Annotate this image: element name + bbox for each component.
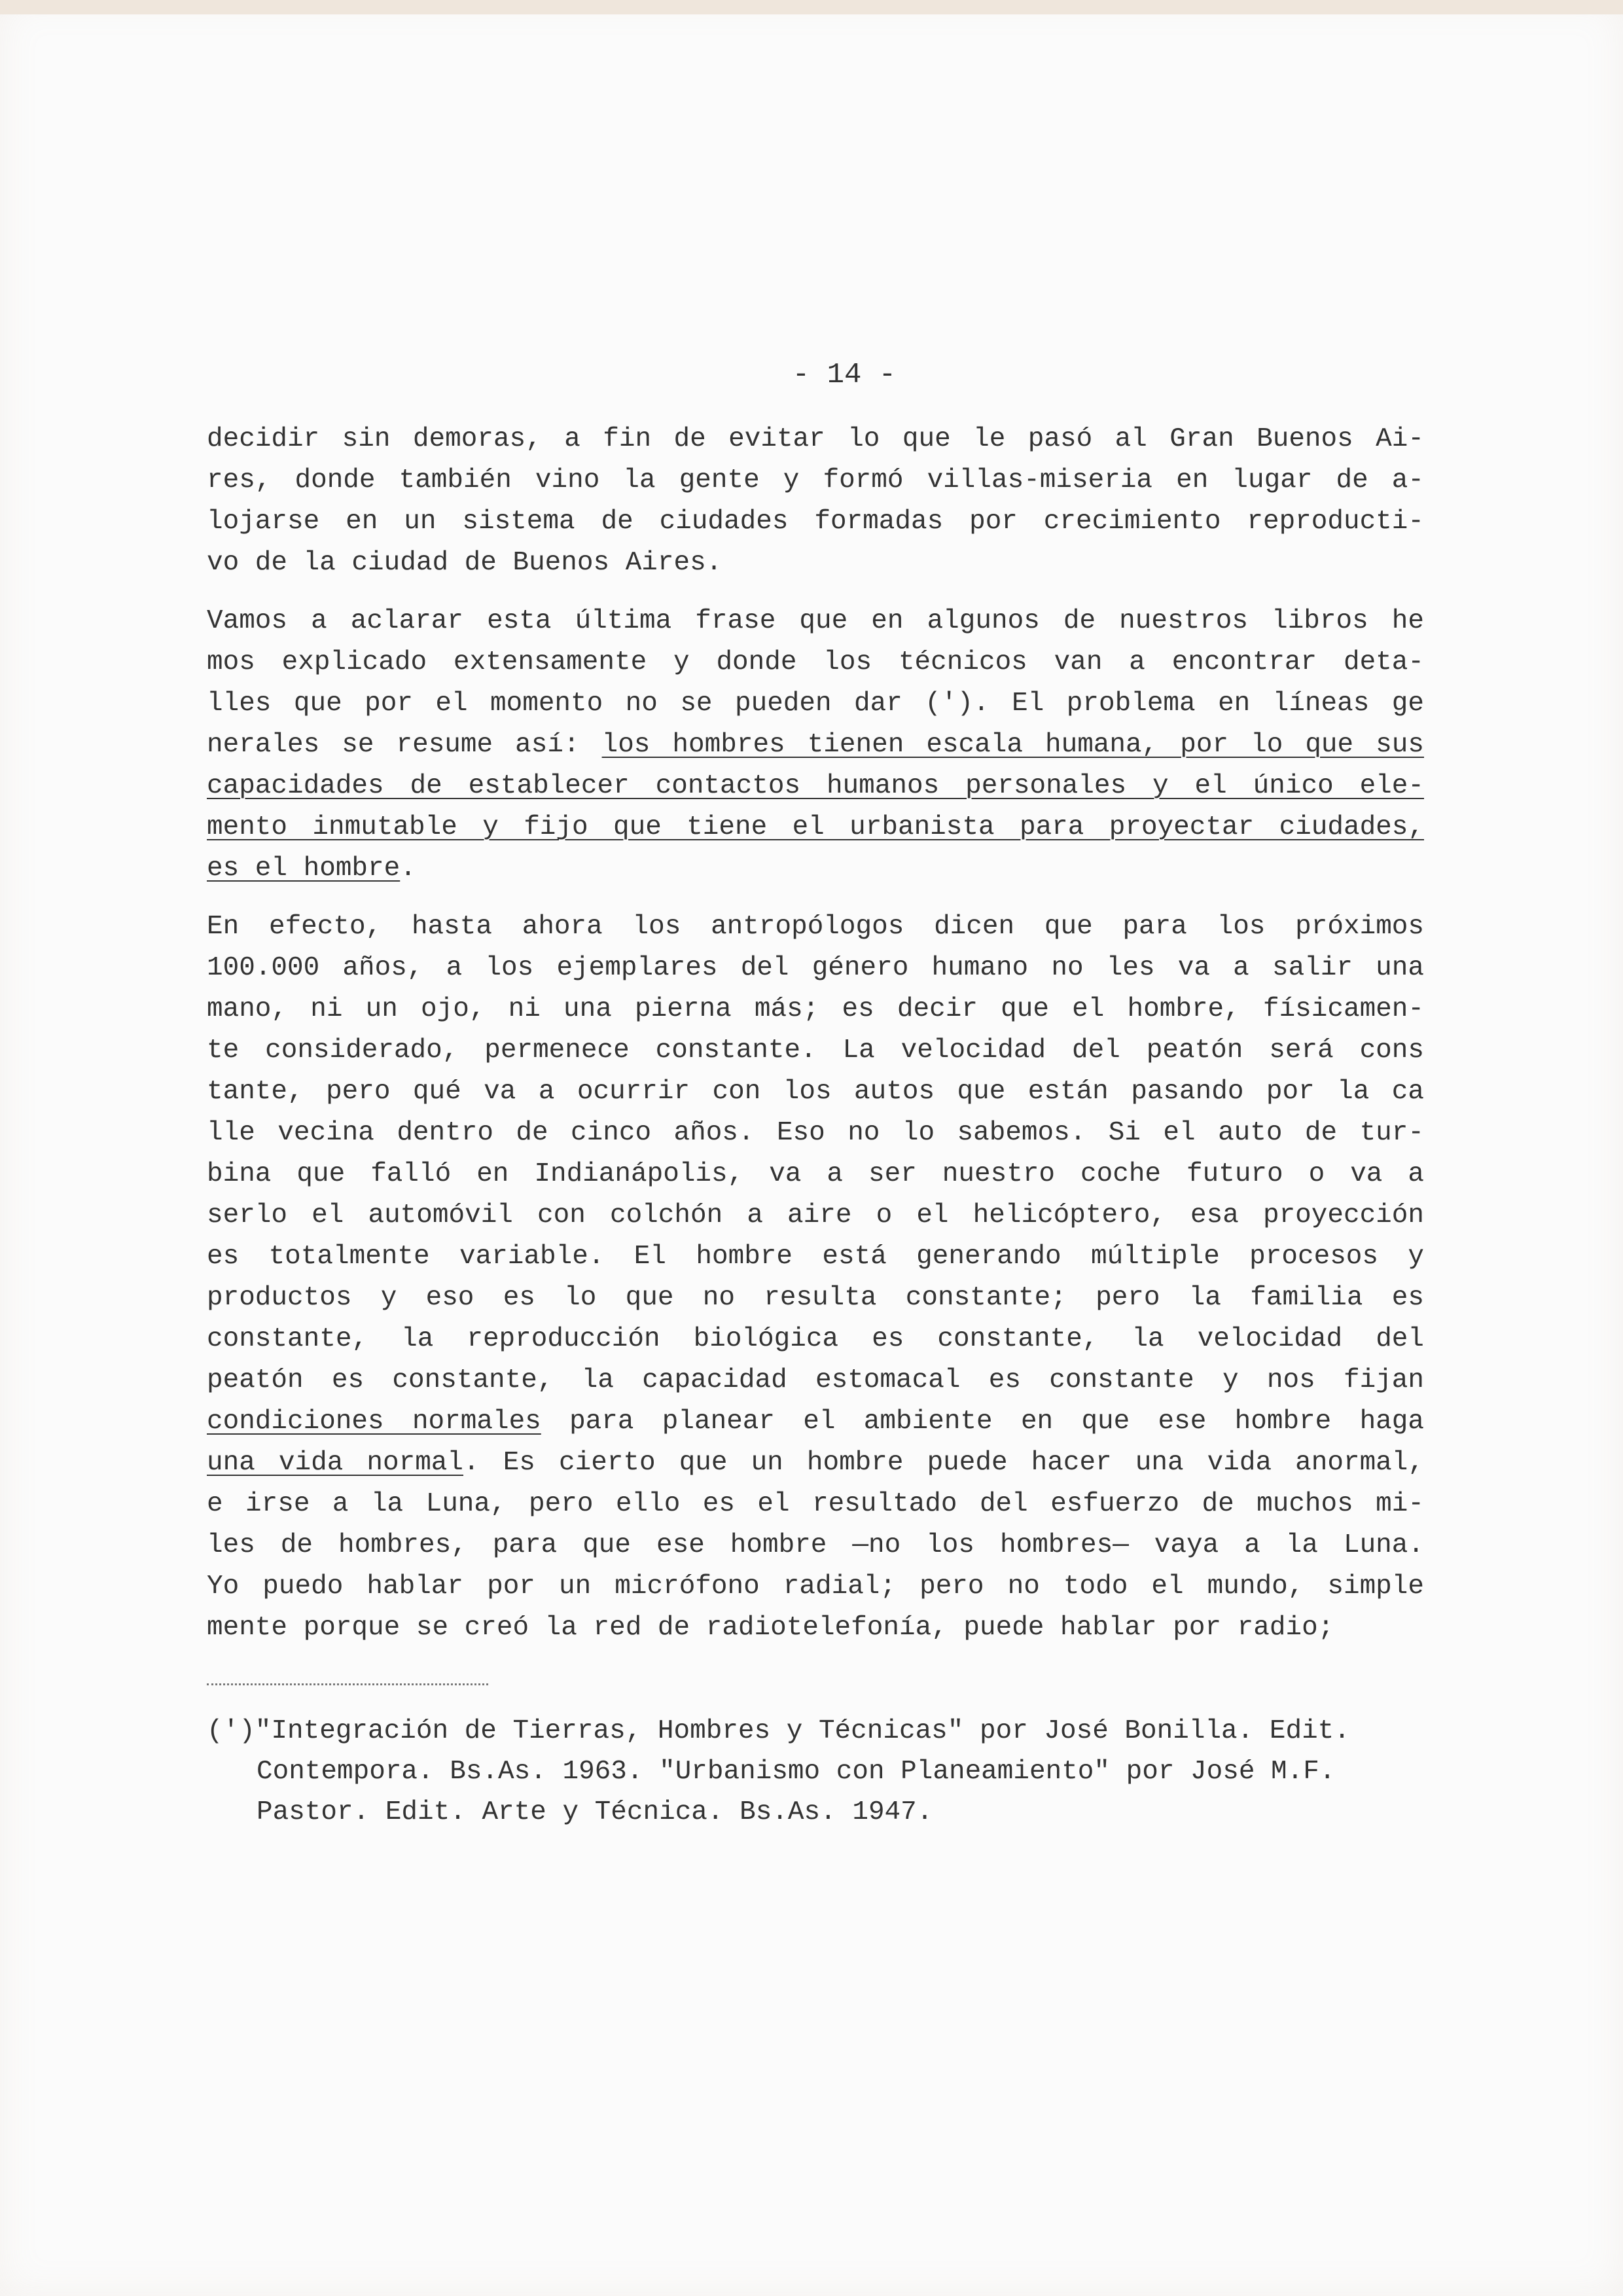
text-segment: te considerado, permenece constante. La velocidad del peatón será cons — [207, 1035, 1424, 1066]
text-segment: serlo el automóvil con colchón a aire o el helicóptero, esa proyección — [207, 1200, 1424, 1230]
paper-top-edge — [0, 0, 1623, 14]
footnote-line: Contempora. Bs.As. 1963. "Urbanismo con Planeamiento" por José M.F. — [257, 1757, 1336, 1787]
text-line — [207, 1607, 1424, 1649]
text-segment: res, donde también vino la gente y formó villas-miseria en lugar de a- — [207, 465, 1424, 495]
text-segment: . Es cierto que un hombre puede hacer una vida anormal, — [463, 1448, 1424, 1478]
text-segment: mos explicado extensamente y donde los técnicos van a encontrar deta- — [207, 647, 1424, 677]
text-segment: decidir sin demoras, a fin de evitar lo que le pasó al Gran Buenos Ai- — [207, 424, 1424, 454]
text-segment: Vamos a aclarar esta última frase que en algunos de nuestros libros he — [207, 606, 1424, 636]
text-line — [207, 1113, 1424, 1154]
text-line — [207, 1319, 1424, 1360]
text-line — [207, 1484, 1424, 1525]
text-segment: es totalmente variable. El hombre está generando múltiple procesos y — [207, 1242, 1424, 1272]
body-text — [207, 419, 1424, 1649]
text-segment: lojarse en un sistema de ciudades formadas por crecimiento reproducti- — [207, 507, 1424, 537]
text-line — [207, 1236, 1424, 1278]
footnote — [207, 1711, 1424, 1833]
text-line — [207, 1278, 1424, 1319]
paragraph-gap — [207, 889, 1424, 906]
text-line — [207, 1525, 1424, 1566]
text-segment: vo de la ciudad de Buenos Aires. — [207, 548, 722, 578]
text-segment: bina que falló en Indianápolis, va a ser nuestro coche futuro o va a — [207, 1159, 1424, 1189]
text-segment: mente porque se creó la red de radiotelefonía, puede hablar por radio; — [207, 1613, 1334, 1643]
text-line — [207, 1030, 1424, 1071]
text-segment: En efecto, hasta ahora los antropólogos dicen que para los próximos — [207, 912, 1424, 942]
text-line — [207, 906, 1424, 948]
underlined-text: una vida normal — [207, 1448, 464, 1478]
underlined-text: es el hombre — [207, 853, 401, 884]
text-line — [207, 1566, 1424, 1607]
text-segment: para planear el ambiente en que ese hombre haga — [541, 1407, 1424, 1437]
text-segment: productos y eso es lo que no resulta constante; pero la familia es — [207, 1283, 1424, 1313]
text-line — [207, 1360, 1424, 1401]
text-line — [207, 543, 1424, 584]
text-segment: lle vecina dentro de cinco años. Eso no lo sabemos. Si el auto de tur- — [207, 1118, 1424, 1148]
text-segment: nerales se resume así: — [207, 730, 602, 760]
page-number: - 14 - — [792, 359, 897, 391]
underlined-text: mento inmutable y fijo que tiene el urbanista para proyectar ciudades, — [207, 812, 1424, 842]
text-line — [207, 601, 1424, 642]
text-line — [207, 1401, 1424, 1443]
footnote-separator — [207, 1683, 488, 1685]
text-segment: peatón es constante, la capacidad estomacal es constante y nos fijan — [207, 1365, 1424, 1395]
text-segment: lles que por el momento no se pueden dar ('). El problema en líneas ge — [207, 689, 1424, 719]
text-segment: Yo puedo hablar por un micrófono radial; pero no todo el mundo, simple — [207, 1571, 1424, 1602]
text-segment: constante, la reproducción biológica es constante, la velocidad del — [207, 1324, 1424, 1354]
text-line — [207, 1443, 1424, 1484]
text-line — [207, 848, 1424, 889]
paragraph-gap — [207, 584, 1424, 601]
text-line — [207, 642, 1424, 683]
underlined-text: los hombres tienen escala humana, por lo que sus — [601, 730, 1424, 760]
text-line — [207, 1071, 1424, 1113]
text-line — [207, 1154, 1424, 1195]
text-line — [207, 501, 1424, 543]
footnote-line: Pastor. Edit. Arte y Técnica. Bs.As. 1947. — [257, 1797, 933, 1827]
text-line — [207, 807, 1424, 848]
text-segment: . — [400, 853, 416, 884]
text-line — [207, 948, 1424, 989]
text-line — [207, 989, 1424, 1030]
text-line — [207, 725, 1424, 766]
text-segment: mano, ni un ojo, ni una pierna más; es decir que el hombre, físicamen- — [207, 994, 1424, 1024]
text-segment: e irse a la Luna, pero ello es el resultado del esfuerzo de muchos mi- — [207, 1489, 1424, 1519]
text-line — [207, 683, 1424, 725]
text-line — [207, 766, 1424, 807]
text-segment: tante, pero qué va a ocurrir con los autos que están pasando por la ca — [207, 1077, 1424, 1107]
text-segment: les de hombres, para que ese hombre —no los hombres— vaya a la Luna. — [207, 1530, 1424, 1560]
underlined-text: capacidades de establecer contactos humanos personales y el único ele- — [207, 771, 1424, 801]
text-line — [207, 460, 1424, 501]
text-line — [207, 419, 1424, 460]
underlined-text: condiciones normales — [207, 1407, 541, 1437]
footnote-line: (')"Integración de Tierras, Hombres y Técnicas" por José Bonilla. Edit. — [207, 1716, 1350, 1746]
text-segment: 100.000 años, a los ejemplares del género humano no les va a salir una — [207, 953, 1424, 983]
text-line — [207, 1195, 1424, 1236]
